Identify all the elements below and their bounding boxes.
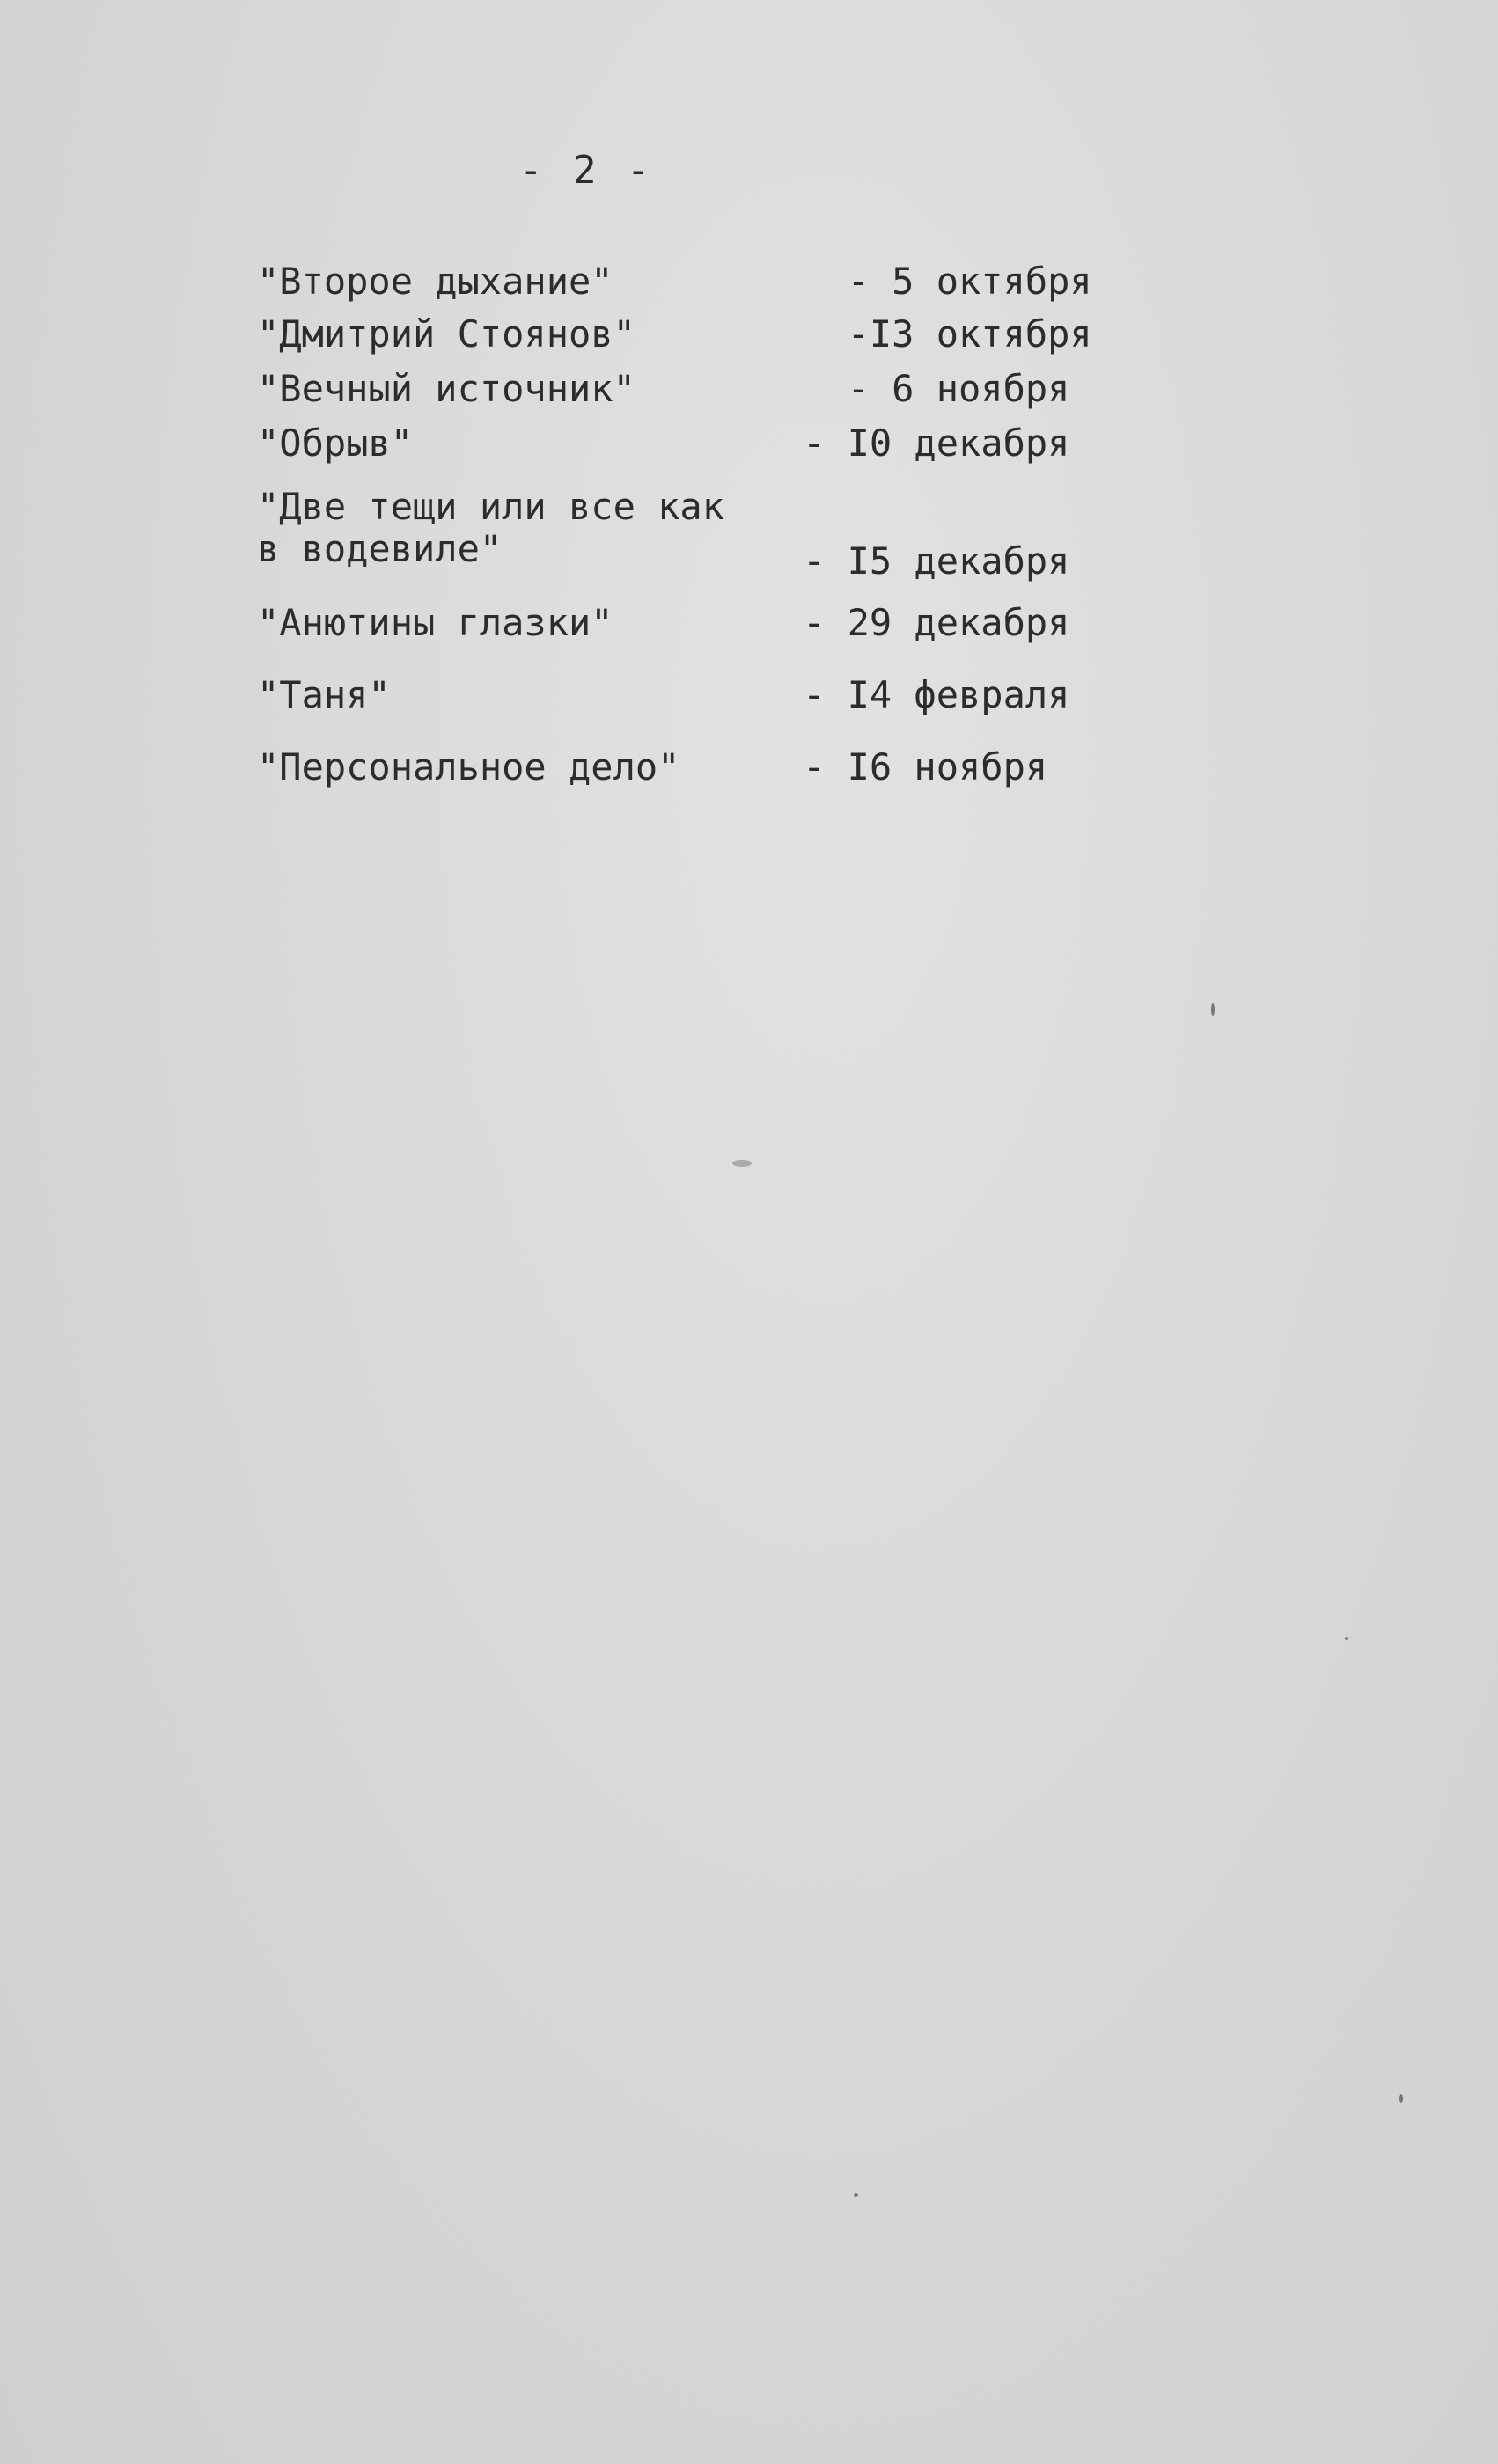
play-date: - 6 ноября [803, 367, 1070, 410]
play-title: "Вечный источник" [257, 367, 635, 410]
play-date: - 29 декабря [803, 601, 1070, 644]
paper-speck [1211, 1003, 1215, 1016]
play-date: -I3 октября [803, 312, 1092, 356]
play-title: "Дмитрий Стоянов" [257, 312, 635, 356]
play-date: - I0 декабря [803, 422, 1070, 465]
list-item [257, 308, 1137, 361]
play-title: "Таня" [257, 673, 391, 716]
list-item [257, 363, 1137, 415]
paper-speck [1399, 2094, 1403, 2103]
play-title: "Второе дыхание" [257, 260, 613, 303]
play-date: - I5 декабря [803, 539, 1070, 583]
paper-speck [854, 2193, 858, 2197]
list-item [257, 597, 1137, 649]
list-item [257, 485, 1137, 583]
play-title: "Две тещи или все как в водевиле" [257, 485, 725, 570]
list-item [257, 417, 1137, 470]
play-date: - I6 ноября [803, 745, 1048, 788]
play-title: "Анютины глазки" [257, 601, 613, 644]
list-item [257, 255, 1137, 308]
list-item [257, 669, 1137, 722]
page-number: - 2 - [519, 148, 654, 193]
play-title: "Персональное дело" [257, 745, 680, 788]
play-date: - I4 февраля [803, 673, 1070, 716]
play-date: - 5 октября [803, 260, 1092, 303]
paper-speck [732, 1160, 752, 1167]
play-title: "Обрыв" [257, 422, 414, 465]
list-item [257, 741, 1137, 794]
paper-speck [1345, 1637, 1348, 1640]
